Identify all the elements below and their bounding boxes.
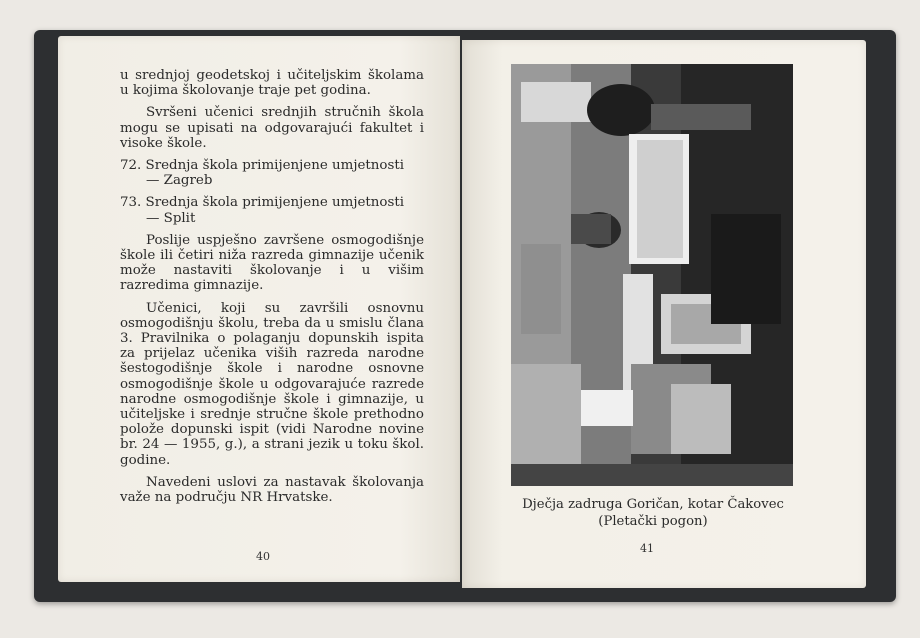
paragraph-3: Poslije uspješno završene osmogodišnje škole ili četiri niža razreda gimnazije učenik može nastaviti školovanje i u višim razredima gimnazije. xyxy=(120,232,424,294)
paragraph-4: Učenici, koji su završili osnovnu osmogodišnju školu, treba da u smislu člana 3. Pravilnika o polaganju dopunskih ispita za prijelaz učenika viših razreda narodne šestogodišnje škole i narodne osnovne osmogodišnje škole u odgovarajuće razrede narodne osmogodišnje škole i gimnazije, u učiteljske i srednje stručne škole prethodno polože dopunski ispit (vidi Narodne novine br. 24 — 1955, g.), a strani jezik u toku škol. godine. xyxy=(120,300,424,468)
list-item-72: 72. Srednja škola primijenjene umjetnosti xyxy=(120,158,405,174)
page-number-left: 40 xyxy=(256,550,270,563)
photo-illustration xyxy=(511,64,793,486)
paragraph-1: u srednjoj geodetskoj i učiteljskim školama u kojima školovanje traje pet godina. xyxy=(120,68,424,99)
left-page-text xyxy=(120,68,424,512)
photo-caption xyxy=(494,496,812,530)
caption-line-1: Dječja zadruga Goričan, kotar Čakovec xyxy=(522,497,784,512)
knitting-workshop-photo xyxy=(511,64,793,486)
caption-line-2: (Pletački pogon) xyxy=(598,514,708,529)
paragraph-2: Svršeni učenici srednjih stručnih škola mogu se upisati na odgovarajući fakultet i visoke škole. xyxy=(120,105,424,151)
list-item-73: 73. Srednja škola primijenjene umjetnosti xyxy=(120,195,405,211)
list-item-72-city: — Zagreb xyxy=(146,173,213,189)
list-item-73-city: — Split xyxy=(146,210,196,226)
page-number-right: 41 xyxy=(640,542,654,555)
paragraph-5: Navedeni uslovi za nastavak školovanja važe na području NR Hrvatske. xyxy=(120,474,424,506)
